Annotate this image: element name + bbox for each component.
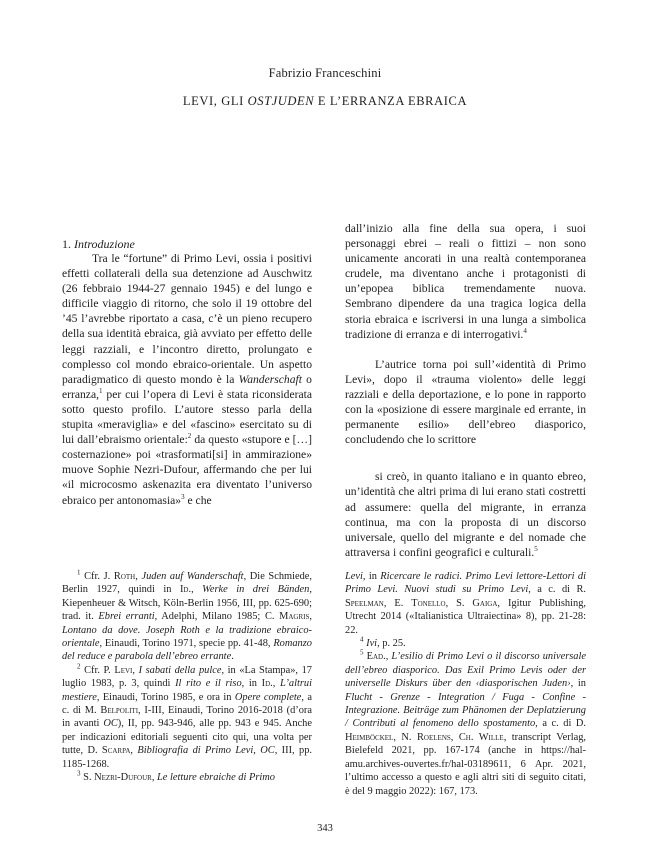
footnote-4: $^4$ Ivi, p. 25. <box>360 635 406 650</box>
footnote-ref: 4 <box>523 326 527 335</box>
block-quote: si creò, in quanto italiano e in quanto ebreo, un’identità che altri prima di lui erano stati costretti ad assumere: quella del migrante, in erranza continua, ma con la proposta di un discorso universale, quello del migrante e del nomade che attraversa i confini geografici e culturali.$^5$ <box>345 470 586 559</box>
footnote-5: $^5$ Ead., L’esilio di Primo Levi o il discorso universale dell’ebreo diasporico. Das Exil Primo Levis oder der universelle Diskurs über den ‹diasporischen Juden›, in Flucht - Grenze - Integration / Fuga - Confine - Integrazione. Beiträge zum Phänomen der Deplatzierung / Contributi al fenomeno dello spostamento, a c. di D. Heimböckel, N. Roelens, Ch. Wille, transcript Verlag, Bielefeld 2021, pp. 167-174 (anche in https://hal-amu.archives-ouvertes.fr/hal-03189611, 6 Apr. 2021, l’ultimo accesso a questo e agli altri siti di seguito citati, è del 9 maggio 2022): 167, 173. <box>345 648 586 797</box>
footnote-3: $^3$ S. Nezri-Dufour, Le letture ebraiche di Primo <box>77 769 275 784</box>
footnote-ref: 1 <box>99 386 103 395</box>
footnote-ref: 3 <box>181 492 185 501</box>
body-paragraph: Tra le “fortune” di Primo Levi, ossia i positivi effetti collaterali della sua detenzione ad Auschwitz (26 febbraio 1944-27 gennaio 1945) e del lungo e difficile viaggio di ritorno, che solo il 19 ottobre del ’45 l’avrebbe riportato a casa, c’è un pieno recupero della sua identità ebraica, già avviato per effetto delle leggi razziali, e l’incontro diretto, prolungato e complesso col mondo ebraico-orientale. Un aspetto paradigmatico di questo mondo è la Wanderschaft o erranza,$^1$ per cui l’opera di Levi è stata riconsiderata sotto questo profilo. L’autore stesso parla della stupita «meraviglia» e del «fascino» esercitato su di lui dall’ebraismo orientale:$^2$ da questo «stupore e […] costernazione» poi «trasformati[si] in ammirazione» muove Sophie Nezri-Dufour, affermando che per lui «il microcosmo askenazita era diventato l’universo ebraico per antonomasia»$^3$ e che <box>62 252 312 507</box>
footnote-2: $^2$ Cfr. P. Levi, I sabati della pulce, in «La Stampa», 17 luglio 1983, p. 3, quindi Il rito e il riso, in Id., L’altrui mestiere, Einaudi, Torino 1985, e ora in Opere complete, a c. di M. Belpoliti, I-III, Einaudi, Torino 2016-2018 (d’ora in avanti OC), II, pp. 943-946, alle pp. 943 e 945. Anche per indicazioni editoriali seguenti cito qui, una volta per tutte, D. Scarpa, Bibliografia di Primo Levi, OC, III, pp. 1185-1268. <box>62 662 313 770</box>
left-body-column <box>62 251 312 508</box>
body-paragraph: L’autrice torna poi sull’«identità di Primo Levi», dopo il «trauma violento» delle leggi razziali e della deportazione, e lo pone in rapporto con la «posizione di essere marginale ed errante, in permanente esilio» dell’ebreo diasporico, concludendo che lo scrittore <box>345 357 586 447</box>
block-quote: dall’inizio alla fine della sua opera, i suoi personaggi ebrei – reali o fittizi – non sono unicamente ancorati in una realtà contemporanea crudele, ma diventano anche i protagonisti di un’epopea biblica tremendamente nuova. Sembrano dipendere da una tragica logica della storia ebraica e iscriversi in una lunga a simbolica tradizione di erranza e di interrogativi.$^4$ <box>345 222 586 341</box>
article-title: LEVI, GLI OSTJUDEN E L’ERRANZA EBRAICA <box>182 94 468 108</box>
footnotes-right <box>345 570 586 798</box>
page-number: 343 <box>317 823 333 834</box>
footnote-ref: 2 <box>187 432 192 441</box>
footnote-ref: 5 <box>534 544 538 553</box>
running-author: Fabrizio Franceschini <box>268 66 382 80</box>
footnote-1: $^1$ Cfr. J. Roth, Juden auf Wanderschaft, Die Schmiede, Berlin 1927, quindi in Id., Werke in drei Bänden, Kiepenheuer & Witsch, Köln-Berlin 1956, III, pp. 625-690; trad. it. Ebrei erranti, Adelphi, Milano 1985; C. Magris, Lontano da dove. Joseph Roth e la tradizione ebraico-orientale, Einaudi, Torino 1971, specie pp. 41-48, Romanzo del reduce e parabola dell’ebreo errante. <box>62 568 313 663</box>
footnote-3-continued: Levi, in Ricercare le radici. Primo Levi lettore-Lettori di Primo Levi. Nuovi studi su Primo Levi, a c. di R. Speelman, E. Tonello, S. Gaiga, Igitur Publishing, Utrecht 2014 («Italianistica Ultraiectina» 8), pp. 21-28: 22. <box>345 571 587 636</box>
section-heading: 1. Introduzione <box>62 237 135 251</box>
footnotes-left <box>62 570 312 785</box>
right-body-column <box>345 221 586 560</box>
